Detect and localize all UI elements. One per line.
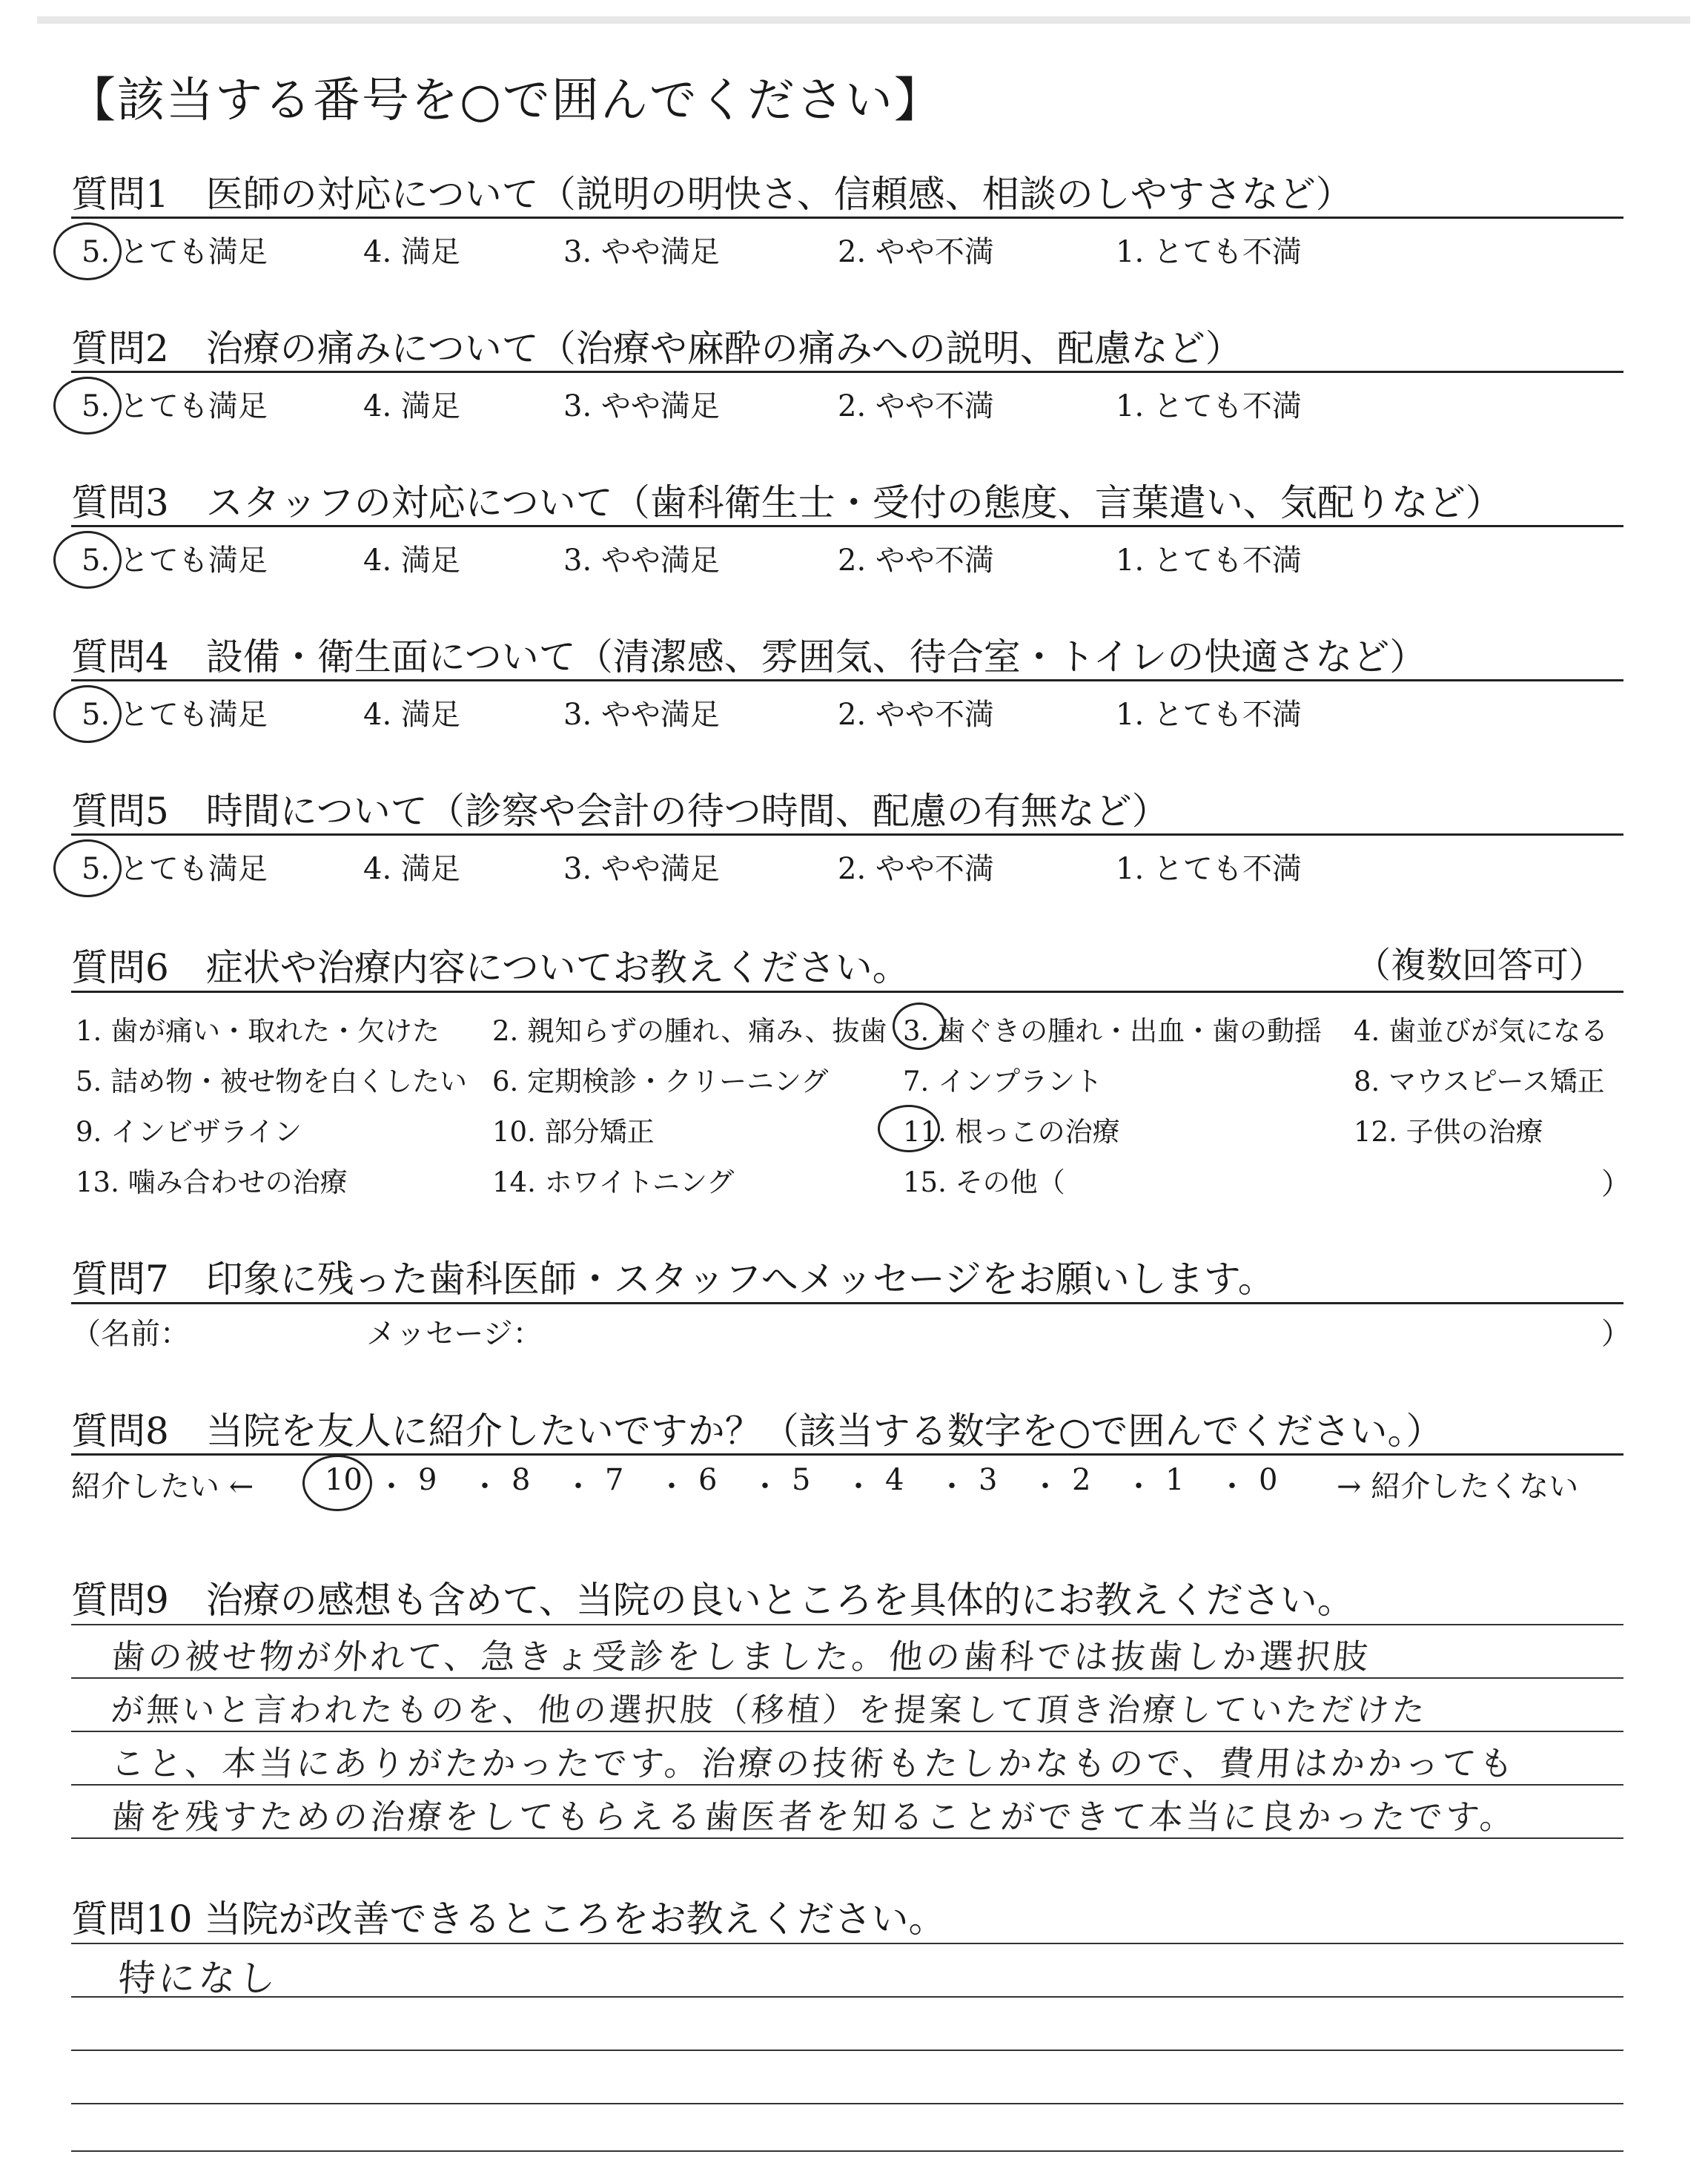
q6-option-14: 14. ホワイトニング (492, 1166, 735, 1198)
q1-option-3: 3. やや満足 (563, 235, 720, 269)
q8-separator: ・ (563, 1470, 593, 1504)
q6-rule (71, 991, 1623, 993)
q8-separator: ・ (377, 1470, 406, 1504)
q4-option-1: 1. とても不満 (1116, 698, 1302, 732)
q1-circle-5 (53, 222, 122, 280)
q5-option-5: 5. とても満足 (82, 852, 268, 886)
q5-rule (71, 833, 1623, 836)
q7-message-label: メッセージ： (366, 1317, 543, 1351)
q6-option-13: 13. 噛み合わせの治療 (76, 1166, 348, 1198)
q5-option-1: 1. とても不満 (1116, 852, 1302, 886)
q7-title: 質問7 印象に残った歯科医師・スタッフへメッセージをお願いします。 (71, 1258, 1275, 1301)
q4-circle-5 (53, 685, 122, 743)
scan-edge (37, 16, 1690, 24)
q6-title: 質問6 症状や治療内容についてお教えください。 (71, 946, 910, 989)
q3-option-5: 5. とても満足 (82, 544, 268, 578)
q3-rule (71, 525, 1623, 527)
q10-line (71, 2050, 1623, 2051)
q6-option-8: 8. マウスピース矯正 (1354, 1066, 1605, 1097)
q8-scale-2: 2 (1072, 1463, 1091, 1497)
q9-line (71, 1624, 1623, 1625)
q8-left-label: 紹介したい ← (71, 1470, 254, 1504)
q8-separator: ・ (1217, 1470, 1247, 1504)
q6-option-3: 3. 歯ぐきの腫れ・出血・歯の動揺 (903, 1015, 1323, 1047)
q10-line (71, 1943, 1623, 1944)
q8-scale-4: 4 (885, 1463, 904, 1497)
q3-option-4: 4. 満足 (363, 544, 460, 578)
q8-scale-1: 1 (1165, 1463, 1185, 1497)
q10-line (71, 2150, 1623, 2152)
q9-title: 質問9 治療の感想も含めて、当院の良いところを具体的にお教えください。 (71, 1579, 1354, 1622)
q6-circle-3 (893, 1003, 946, 1050)
q1-rule (71, 217, 1623, 219)
q9-handwriting-line: こと、本当にありがたかったです。治療の技術もたしかなもので、費用はかかっても (109, 1743, 1518, 1783)
q6-note: （複数回答可） (1355, 945, 1605, 986)
q8-scale-5: 5 (792, 1463, 811, 1497)
q2-option-2: 2. やや不満 (838, 389, 994, 423)
q1-option-1: 1. とても不満 (1116, 235, 1302, 269)
q3-option-1: 1. とても不満 (1116, 544, 1302, 578)
q5-title: 質問5 時間について（診察や会計の待つ時間、配慮の有無など） (71, 790, 1169, 833)
q10-line (71, 2103, 1623, 2104)
q7-name-label: （名前： (71, 1317, 190, 1351)
q2-option-3: 3. やや満足 (563, 389, 720, 423)
q9-line (71, 1731, 1623, 1732)
q8-scale-8: 8 (512, 1463, 531, 1497)
q8-separator: ・ (1030, 1470, 1060, 1504)
q8-separator: ・ (657, 1470, 686, 1504)
q4-option-3: 3. やや満足 (563, 698, 720, 732)
q3-option-2: 2. やや不満 (838, 544, 994, 578)
q6-option-11: 11. 根っこの治療 (903, 1116, 1120, 1148)
q8-scale-0: 0 (1259, 1463, 1278, 1497)
q4-rule (71, 679, 1623, 681)
q8-separator: ・ (844, 1470, 873, 1504)
q5-option-4: 4. 満足 (363, 852, 460, 886)
q5-option-2: 2. やや不満 (838, 852, 994, 886)
q1-option-5: 5. とても満足 (82, 235, 268, 269)
q5-circle-5 (53, 839, 122, 897)
q6-option-2: 2. 親知らずの腫れ、痛み、抜歯 (492, 1015, 887, 1047)
q6-other-close: ） (1601, 1167, 1631, 1201)
form-heading: 【該当する番号を○で囲んでください】 (68, 73, 943, 128)
q4-title: 質問4 設備・衛生面について（清潔感、雰囲気、待合室・トイレの快適さなど） (71, 635, 1427, 678)
q8-separator: ・ (470, 1470, 500, 1504)
q6-option-5: 5. 詰め物・被せ物を白くしたい (76, 1066, 468, 1097)
q2-option-4: 4. 満足 (363, 389, 460, 423)
q7-rule (71, 1302, 1623, 1304)
q6-option-1: 1. 歯が痛い・取れた・欠けた (76, 1015, 440, 1047)
q7-close: ） (1601, 1317, 1631, 1351)
q2-option-5: 5. とても満足 (82, 389, 268, 423)
q10-line (71, 1996, 1623, 1998)
q9-handwriting-line: が無いと言われたものを、他の選択肢（移植）を提案して頂き治療していただけた (109, 1691, 1429, 1729)
q8-separator: ・ (1124, 1470, 1153, 1504)
q8-right-label: → 紹介したくない (1337, 1470, 1579, 1504)
q8-circle-10 (302, 1455, 372, 1511)
q6-circle-11 (878, 1105, 940, 1152)
q8-separator: ・ (937, 1470, 967, 1504)
q1-title: 質問1 医師の対応について（説明の明快さ、信頼感、相談のしやすさなど） (71, 173, 1353, 216)
q4-option-5: 5. とても満足 (82, 698, 268, 732)
q3-title: 質問3 スタッフの対応について（歯科衛生士・受付の態度、言葉遣い、気配りなど） (71, 481, 1503, 524)
q6-option-7: 7. インプラント (903, 1066, 1103, 1097)
q6-option-9: 9. インビザライン (76, 1116, 302, 1148)
q3-option-3: 3. やや満足 (563, 544, 720, 578)
q4-option-4: 4. 満足 (363, 698, 460, 732)
q8-title: 質問8 当院を友人に紹介したいですか？（該当する数字を○で囲んでください。） (71, 1410, 1443, 1453)
q6-option-12: 12. 子供の治療 (1354, 1116, 1543, 1148)
q8-scale-7: 7 (605, 1463, 624, 1497)
q8-scale-10: 10 (325, 1463, 363, 1497)
q8-scale-3: 3 (979, 1463, 998, 1497)
q5-option-3: 3. やや満足 (563, 852, 720, 886)
q6-option-10: 10. 部分矯正 (492, 1116, 655, 1148)
q6-option-6: 6. 定期検診・クリーニング (492, 1066, 829, 1097)
q8-separator: ・ (750, 1470, 780, 1504)
q9-handwriting-line: 歯の被せ物が外れて、急きょ受診をしました。他の歯科では抜歯しか選択肢 (109, 1636, 1372, 1677)
q2-title: 質問2 治療の痛みについて（治療や麻酔の痛みへの説明、配慮など） (71, 327, 1242, 370)
q2-rule (71, 371, 1623, 373)
q8-scale-6: 6 (698, 1463, 718, 1497)
q10-handwriting-line: 特になし (116, 1957, 280, 2000)
q2-circle-5 (53, 377, 122, 435)
q4-option-2: 2. やや不満 (838, 698, 994, 732)
q2-option-1: 1. とても不満 (1116, 389, 1302, 423)
q10-title: 質問10 当院が改善できるところをお教えください。 (71, 1898, 946, 1941)
q1-option-2: 2. やや不満 (838, 235, 994, 269)
q6-option-15: 15. その他（ (903, 1166, 1065, 1198)
q1-option-4: 4. 満足 (363, 235, 460, 269)
q9-handwriting-line: 歯を残すための治療をしてもらえる歯医者を知ることができて本当に良かったです。 (109, 1797, 1519, 1837)
q8-scale-9: 9 (418, 1463, 437, 1497)
q3-circle-5 (53, 531, 122, 589)
q8-rule (71, 1453, 1623, 1456)
q6-option-4: 4. 歯並びが気になる (1354, 1015, 1609, 1047)
